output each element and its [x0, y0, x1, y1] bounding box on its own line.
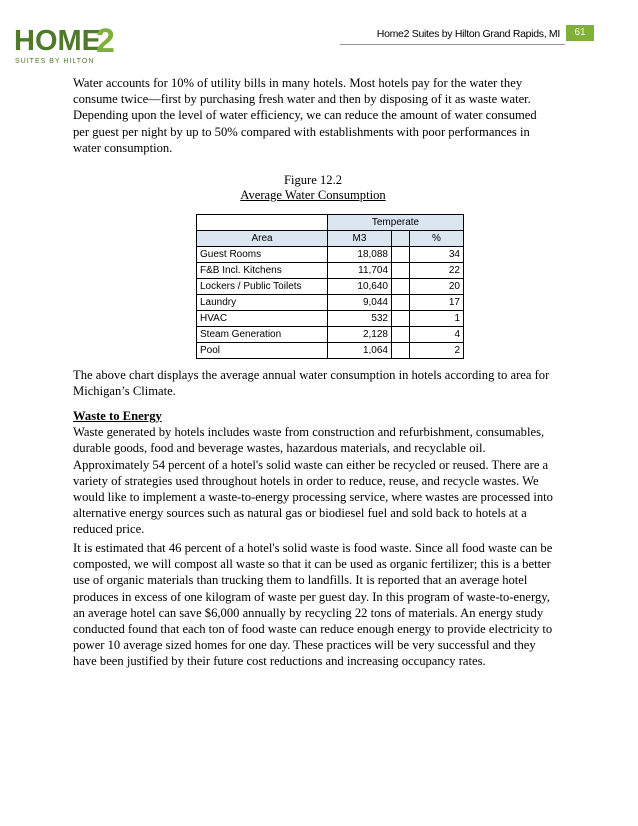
row-m3: 9,044 — [328, 295, 392, 311]
figure-title: Average Water Consumption — [240, 188, 386, 202]
row-percent: 17 — [410, 295, 464, 311]
row-m3: 2,128 — [328, 327, 392, 343]
column-header-percent: % — [410, 231, 464, 247]
table-row — [197, 311, 464, 327]
row-area: Laundry — [197, 295, 328, 311]
row-percent: 20 — [410, 279, 464, 295]
row-percent: 22 — [410, 263, 464, 279]
table-row — [197, 327, 464, 343]
page-number-badge: 61 — [566, 25, 594, 41]
table-row — [197, 263, 464, 279]
row-percent: 34 — [410, 247, 464, 263]
table-group-header: Temperate — [328, 215, 464, 231]
row-percent: 4 — [410, 327, 464, 343]
paragraph-food-waste: It is estimated that 46 percent of a hotel's solid waste is food waste. Since all food waste can be composted, we will compost all waste so that it can be used as organic fertilizer; this is a better use of organic materials than trucking them to landfills. It is reported that an average hotel produces in excess of one kilogram of waste per guest day. In this program of waste-to-energy, an average hotel can save $6,000 annually by recycling 22 tons of materials. An energy study conducted found that each ton of food waste can reduce enough energy to provide electricity to power 10 average sized homes for one day. These practices will be very successful and they have been justified by their future cost reductions and increasing occupancy rates. — [73, 541, 553, 669]
water-consumption-table — [196, 214, 464, 359]
logo-number: 2 — [96, 22, 115, 60]
row-m3: 10,640 — [328, 279, 392, 295]
section-title: Waste to Energy — [73, 409, 162, 423]
logo-subtext: SUITES BY HILTON — [15, 58, 95, 65]
table-header-row — [197, 231, 464, 247]
row-area: HVAC — [197, 311, 328, 327]
table-group-header-row — [197, 215, 464, 231]
logo-main-text: HOME — [14, 25, 101, 57]
row-m3: 11,704 — [328, 263, 392, 279]
table-row — [197, 279, 464, 295]
home2-logo — [14, 22, 124, 68]
row-m3: 532 — [328, 311, 392, 327]
paragraph-water-accounts: Water accounts for 10% of utility bills in many hotels. Most hotels pay for the water they consume twice—first by purchasing fresh water and then by disposing of it as waste water. Depending upon the level of water efficiency, we can reduce the amount of water consumed per guest per night by up to 50% compared with establishments with poor performances in water consumption. — [73, 76, 537, 155]
row-area: Lockers / Public Toilets — [197, 279, 328, 295]
header-title: Home2 Suites by Hilton Grand Rapids, MI — [376, 28, 560, 40]
figure-label: Figure 12.2 — [283, 173, 343, 187]
table-row — [197, 295, 464, 311]
column-header-area: Area — [197, 231, 328, 247]
section-body: Waste generated by hotels includes waste from construction and refurbishment, consumables, durable goods, food and beverage wastes, hazardous materials, and recyclable oil. Approximately 54 percent of a hotel's solid waste can either be recycled or reused. There are a variety of strategies used throughout hotels in order to reduce, reuse, and recycle wastes. We would like to implement a waste-to-energy processing service, where wastes are processed into alternative energy sources such as natural gas or biodiesel fuel and sold back to hotels at a reduced price. — [73, 425, 553, 537]
row-area: Pool — [197, 343, 328, 359]
row-m3: 18,088 — [328, 247, 392, 263]
header-divider — [340, 44, 565, 45]
row-percent: 1 — [410, 311, 464, 327]
column-header-m3: M3 — [328, 231, 392, 247]
row-percent: 2 — [410, 343, 464, 359]
figure-caption — [73, 173, 553, 203]
waste-to-energy-section — [73, 408, 553, 538]
row-area: Steam Generation — [197, 327, 328, 343]
table-row — [197, 247, 464, 263]
row-area: Guest Rooms — [197, 247, 328, 263]
table-row — [197, 343, 464, 359]
paragraph-chart-description: The above chart displays the average annual water consumption in hotels according to area for Michigan’s Climate. — [73, 368, 550, 399]
row-m3: 1,064 — [328, 343, 392, 359]
row-area: F&B Incl. Kitchens — [197, 263, 328, 279]
